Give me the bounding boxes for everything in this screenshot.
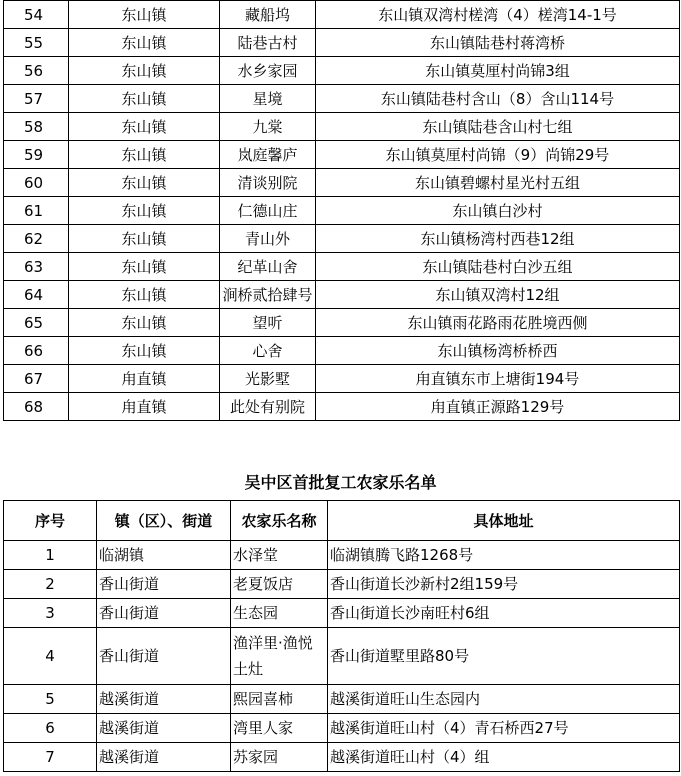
- row-name: 心舍: [220, 337, 316, 365]
- row-address: 东山镇双湾村槎湾（4）槎湾14-1号: [316, 1, 680, 29]
- row-name: 望听: [220, 309, 316, 337]
- row-number: 65: [4, 309, 69, 337]
- row-name: 生态园: [231, 599, 328, 628]
- row-seq: 7: [4, 743, 97, 772]
- row-town: 甪直镇: [69, 365, 220, 393]
- table-row: [4, 85, 680, 113]
- table-row: [4, 57, 680, 85]
- row-town: 东山镇: [69, 57, 220, 85]
- row-address: 东山镇雨花路雨花胜境西侧: [316, 309, 680, 337]
- table-header-row: [4, 501, 680, 541]
- row-name: 水泽堂: [231, 541, 328, 570]
- row-number: 55: [4, 29, 69, 57]
- row-town: 东山镇: [69, 225, 220, 253]
- row-name: 湾里人家: [231, 714, 328, 743]
- row-name: 星境: [220, 85, 316, 113]
- row-seq: 2: [4, 570, 97, 599]
- row-seq: 4: [4, 628, 97, 685]
- header-town: 镇（区）、街道: [97, 501, 231, 541]
- table-row: [4, 628, 680, 685]
- row-address: 越溪街道旺山村（4）组: [328, 743, 680, 772]
- table-row: [4, 281, 680, 309]
- table-row: [4, 113, 680, 141]
- row-number: 67: [4, 365, 69, 393]
- row-name: 渔洋里·渔悦土灶: [231, 628, 328, 685]
- table-row: [4, 365, 680, 393]
- row-town: 香山街道: [97, 570, 231, 599]
- row-number: 61: [4, 197, 69, 225]
- row-town: 越溪街道: [97, 743, 231, 772]
- row-town: 东山镇: [69, 113, 220, 141]
- table-row: [4, 685, 680, 714]
- row-name: 光影墅: [220, 365, 316, 393]
- table-row: [4, 714, 680, 743]
- row-address: 东山镇陆巷村蒋湾桥: [316, 29, 680, 57]
- row-town: 东山镇: [69, 169, 220, 197]
- row-seq: 6: [4, 714, 97, 743]
- row-name: 九棠: [220, 113, 316, 141]
- table-row: [4, 599, 680, 628]
- row-town: 东山镇: [69, 1, 220, 29]
- row-town: 东山镇: [69, 141, 220, 169]
- row-number: 62: [4, 225, 69, 253]
- table-row: [4, 337, 680, 365]
- row-number: 54: [4, 1, 69, 29]
- header-seq: 序号: [4, 501, 97, 541]
- row-number: 63: [4, 253, 69, 281]
- row-town: 甪直镇: [69, 393, 220, 421]
- row-name: 熙园喜柿: [231, 685, 328, 714]
- row-address: 甪直镇正源路129号: [316, 393, 680, 421]
- wuzhong-farmstay-table: [3, 500, 680, 772]
- row-name: 仁德山庄: [220, 197, 316, 225]
- row-number: 56: [4, 57, 69, 85]
- row-address: 东山镇陆巷村白沙五组: [316, 253, 680, 281]
- row-seq: 5: [4, 685, 97, 714]
- row-town: 越溪街道: [97, 685, 231, 714]
- row-number: 59: [4, 141, 69, 169]
- table-row: [4, 225, 680, 253]
- row-name: 老夏饭店: [231, 570, 328, 599]
- row-address: 香山街道长沙南旺村6组: [328, 599, 680, 628]
- row-address: 越溪街道旺山村（4）青石桥西27号: [328, 714, 680, 743]
- row-address: 东山镇双湾村12组: [316, 281, 680, 309]
- row-address: 东山镇杨湾村西巷12组: [316, 225, 680, 253]
- row-town: 东山镇: [69, 337, 220, 365]
- row-number: 58: [4, 113, 69, 141]
- row-number: 64: [4, 281, 69, 309]
- table-row: [4, 541, 680, 570]
- row-town: 东山镇: [69, 281, 220, 309]
- row-name: 青山外: [220, 225, 316, 253]
- row-town: 东山镇: [69, 197, 220, 225]
- row-town: 越溪街道: [97, 714, 231, 743]
- row-name: 清谈别院: [220, 169, 316, 197]
- row-seq: 1: [4, 541, 97, 570]
- row-name: 陆巷古村: [220, 29, 316, 57]
- row-address: 临湖镇腾飞路1268号: [328, 541, 680, 570]
- row-number: 57: [4, 85, 69, 113]
- row-address: 东山镇陆巷含山村七组: [316, 113, 680, 141]
- row-address: 香山街道长沙新村2组159号: [328, 570, 680, 599]
- row-town: 东山镇: [69, 29, 220, 57]
- row-name: 纪革山舍: [220, 253, 316, 281]
- row-town: 东山镇: [69, 85, 220, 113]
- row-address: 东山镇杨湾桥桥西: [316, 337, 680, 365]
- row-name: 水乡家园: [220, 57, 316, 85]
- row-number: 68: [4, 393, 69, 421]
- row-address: 东山镇白沙村: [316, 197, 680, 225]
- row-name: 藏船坞: [220, 1, 316, 29]
- row-name: 涧桥贰拾肆号: [220, 281, 316, 309]
- row-address: 东山镇莫厘村尚锦（9）尚锦29号: [316, 141, 680, 169]
- table-row: [4, 393, 680, 421]
- farmstay-table-continued: [3, 0, 680, 421]
- row-town: 香山街道: [97, 628, 231, 685]
- row-seq: 3: [4, 599, 97, 628]
- table-row: [4, 743, 680, 772]
- row-town: 临湖镇: [97, 541, 231, 570]
- row-address: 东山镇莫厘村尚锦3组: [316, 57, 680, 85]
- table-row: [4, 570, 680, 599]
- row-name: 岚庭馨庐: [220, 141, 316, 169]
- row-town: 香山街道: [97, 599, 231, 628]
- table-row: [4, 197, 680, 225]
- table-row: [4, 253, 680, 281]
- header-address: 具体地址: [328, 501, 680, 541]
- row-town: 东山镇: [69, 309, 220, 337]
- table-row: [4, 141, 680, 169]
- header-name: 农家乐名称: [231, 501, 328, 541]
- table-row: [4, 169, 680, 197]
- row-town: 东山镇: [69, 253, 220, 281]
- row-number: 66: [4, 337, 69, 365]
- row-address: 香山街道墅里路80号: [328, 628, 680, 685]
- row-name: 苏家园: [231, 743, 328, 772]
- row-address: 甪直镇东市上塘街194号: [316, 365, 680, 393]
- row-number: 60: [4, 169, 69, 197]
- section-title: 吴中区首批复工农家乐名单: [244, 473, 437, 492]
- table-row: [4, 29, 680, 57]
- row-address: 东山镇陆巷村含山（8）含山114号: [316, 85, 680, 113]
- row-address: 东山镇碧螺村星光村五组: [316, 169, 680, 197]
- table-row: [4, 309, 680, 337]
- table-row: [4, 1, 680, 29]
- row-name: 此处有别院: [220, 393, 316, 421]
- row-address: 越溪街道旺山生态园内: [328, 685, 680, 714]
